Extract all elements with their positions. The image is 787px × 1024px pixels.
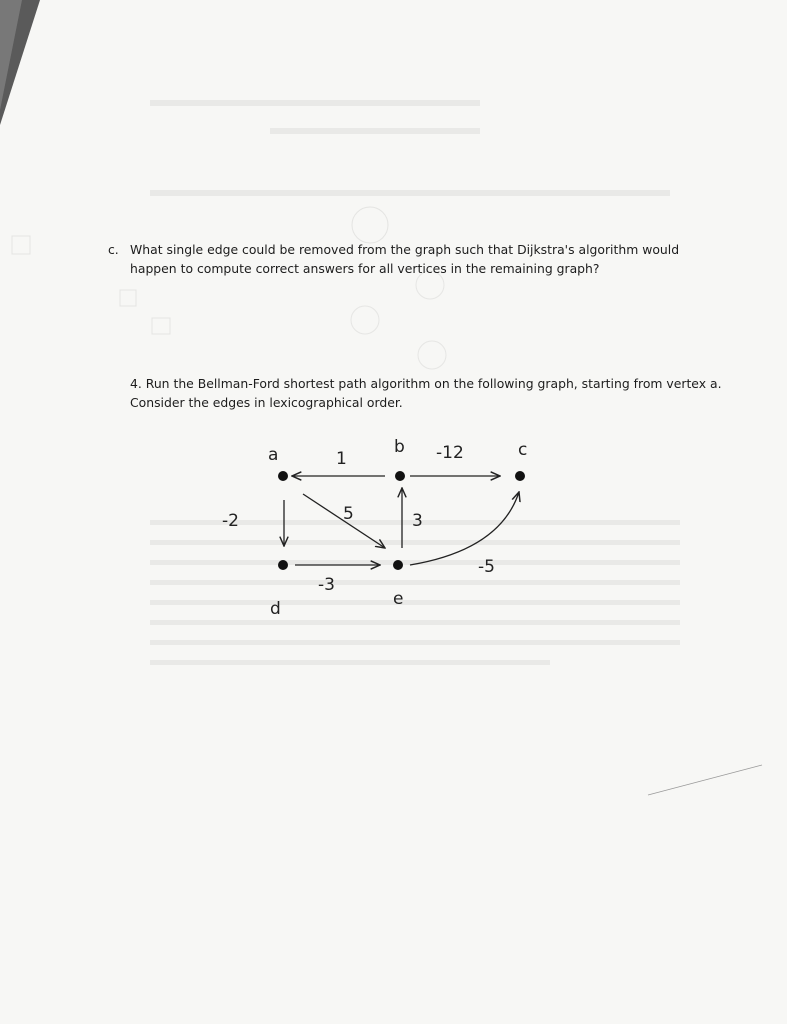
vertex-d	[278, 560, 288, 570]
vertex-b	[395, 471, 405, 481]
weight-b-c: -12	[436, 443, 464, 463]
vertex-e	[393, 560, 403, 570]
weight-e-b: 3	[412, 511, 423, 531]
weight-d-e: -3	[318, 575, 335, 595]
vertex-b-label: b	[394, 437, 405, 457]
vertex-a-label: a	[268, 445, 279, 465]
vertex-a	[278, 471, 288, 481]
question-c-label: c.	[108, 242, 119, 257]
weight-e-c: -5	[478, 557, 495, 577]
vertex-d-label: d	[270, 599, 281, 619]
weight-b-a: 1	[336, 449, 347, 469]
weight-a-e: 5	[343, 504, 354, 524]
edge-e-c	[410, 492, 519, 565]
question-4-text: 4. Run the Bellman-Ford shortest path algorithm on the following graph, starting from vertex a. Consider the edges in lexicographical order.	[130, 376, 722, 410]
weight-a-d: -2	[222, 511, 239, 531]
vertex-e-label: e	[393, 589, 404, 609]
vertex-c	[515, 471, 525, 481]
vertex-c-label: c	[518, 440, 528, 460]
question-c-text: What single edge could be removed from the graph such that Dijkstra's algorithm would happen to compute correct answers for all vertices in the remaining graph?	[130, 242, 680, 276]
